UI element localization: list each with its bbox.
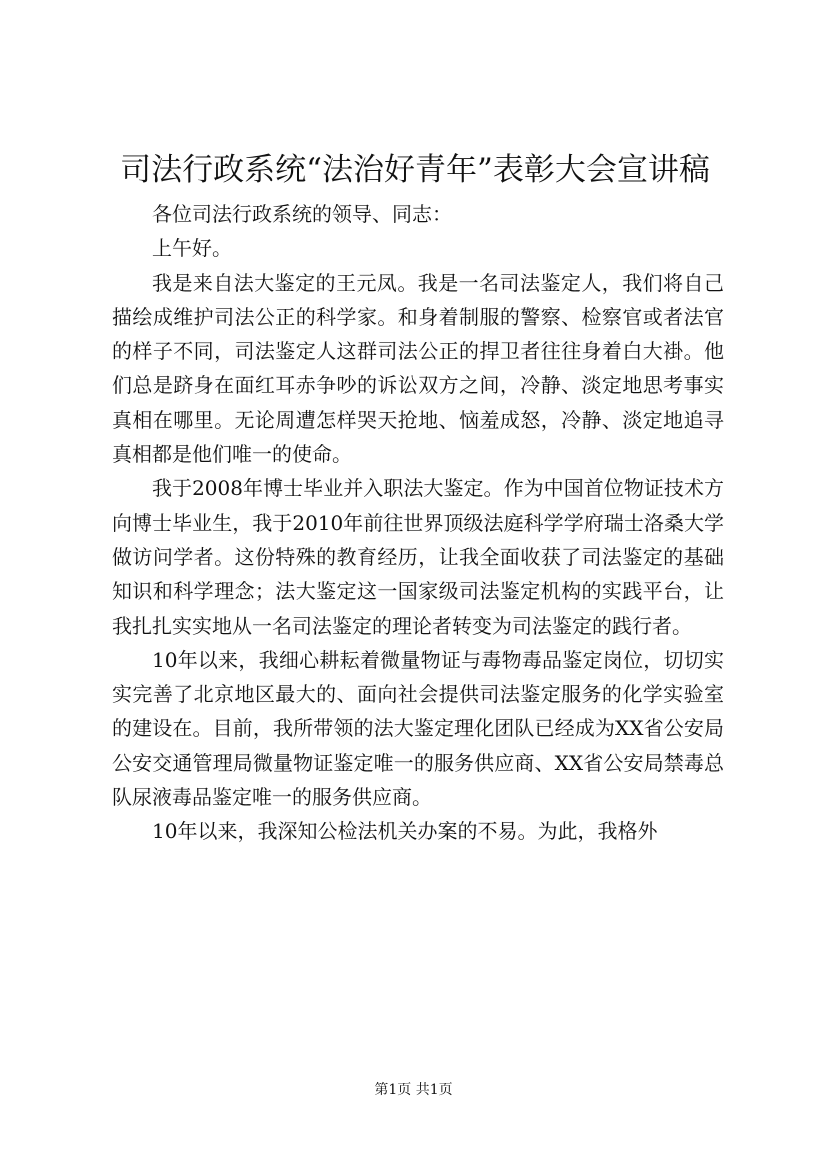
document-body [112,197,724,849]
body-paragraph-4: 10年以来，我深知公检法机关办案的不易。为此，我格外 [152,819,658,844]
body-paragraph-3: 10年以来，我细心耕耘着微量物证与毒物毒品鉴定岗位，切切实实完善了北京地区最大的、面向社会提供司法鉴定服务的化学实验室的建设在。目前，我所带领的法大鉴定理化团队已经成为XX省公安局公安交通管理局微量物证鉴定唯一的服务供应商、XX省公安局禁毒总队尿液毒品鉴定唯一的服务供应商。 [112,647,724,810]
page-footer: 第1页 共1页 [374,1082,453,1098]
document-title: 司法行政系统“法治好青年”表彰大会宣讲稿 [120,152,710,188]
body-paragraph-1: 我是来自法大鉴定的王元凤。我是一名司法鉴定人，我们将自己描绘成维护司法公正的科学家。和身着制服的警察、检察官或者法官的样子不同，司法鉴定人这群司法公正的捍卫者往往身着白大褂。他们总是跻身在面红耳赤争吵的诉讼双方之间，冷静、淡定地思考事实真相在哪里。无论周遭怎样哭天抢地、恼羞成怒，冷静、淡定地追寻真相都是他们唯一的使命。 [112,270,724,467]
salutation-line: 各位司法行政系统的领导、同志： [152,202,452,226]
greeting-line: 上午好。 [152,236,232,261]
body-paragraph-2: 我于2008年博士毕业并入职法大鉴定。作为中国首位物证技术方向博士毕业生，我于2010年前往世界顶级法庭科学学府瑞士洛桑大学做访问学者。这份特殊的教育经历，让我全面收获了司法鉴定的基础知识和科学理念；法大鉴定这一国家级司法鉴定机构的实践平台，让我扎扎实实地从一名司法鉴定的理论者转变为司法鉴定的践行者。 [112,476,724,638]
